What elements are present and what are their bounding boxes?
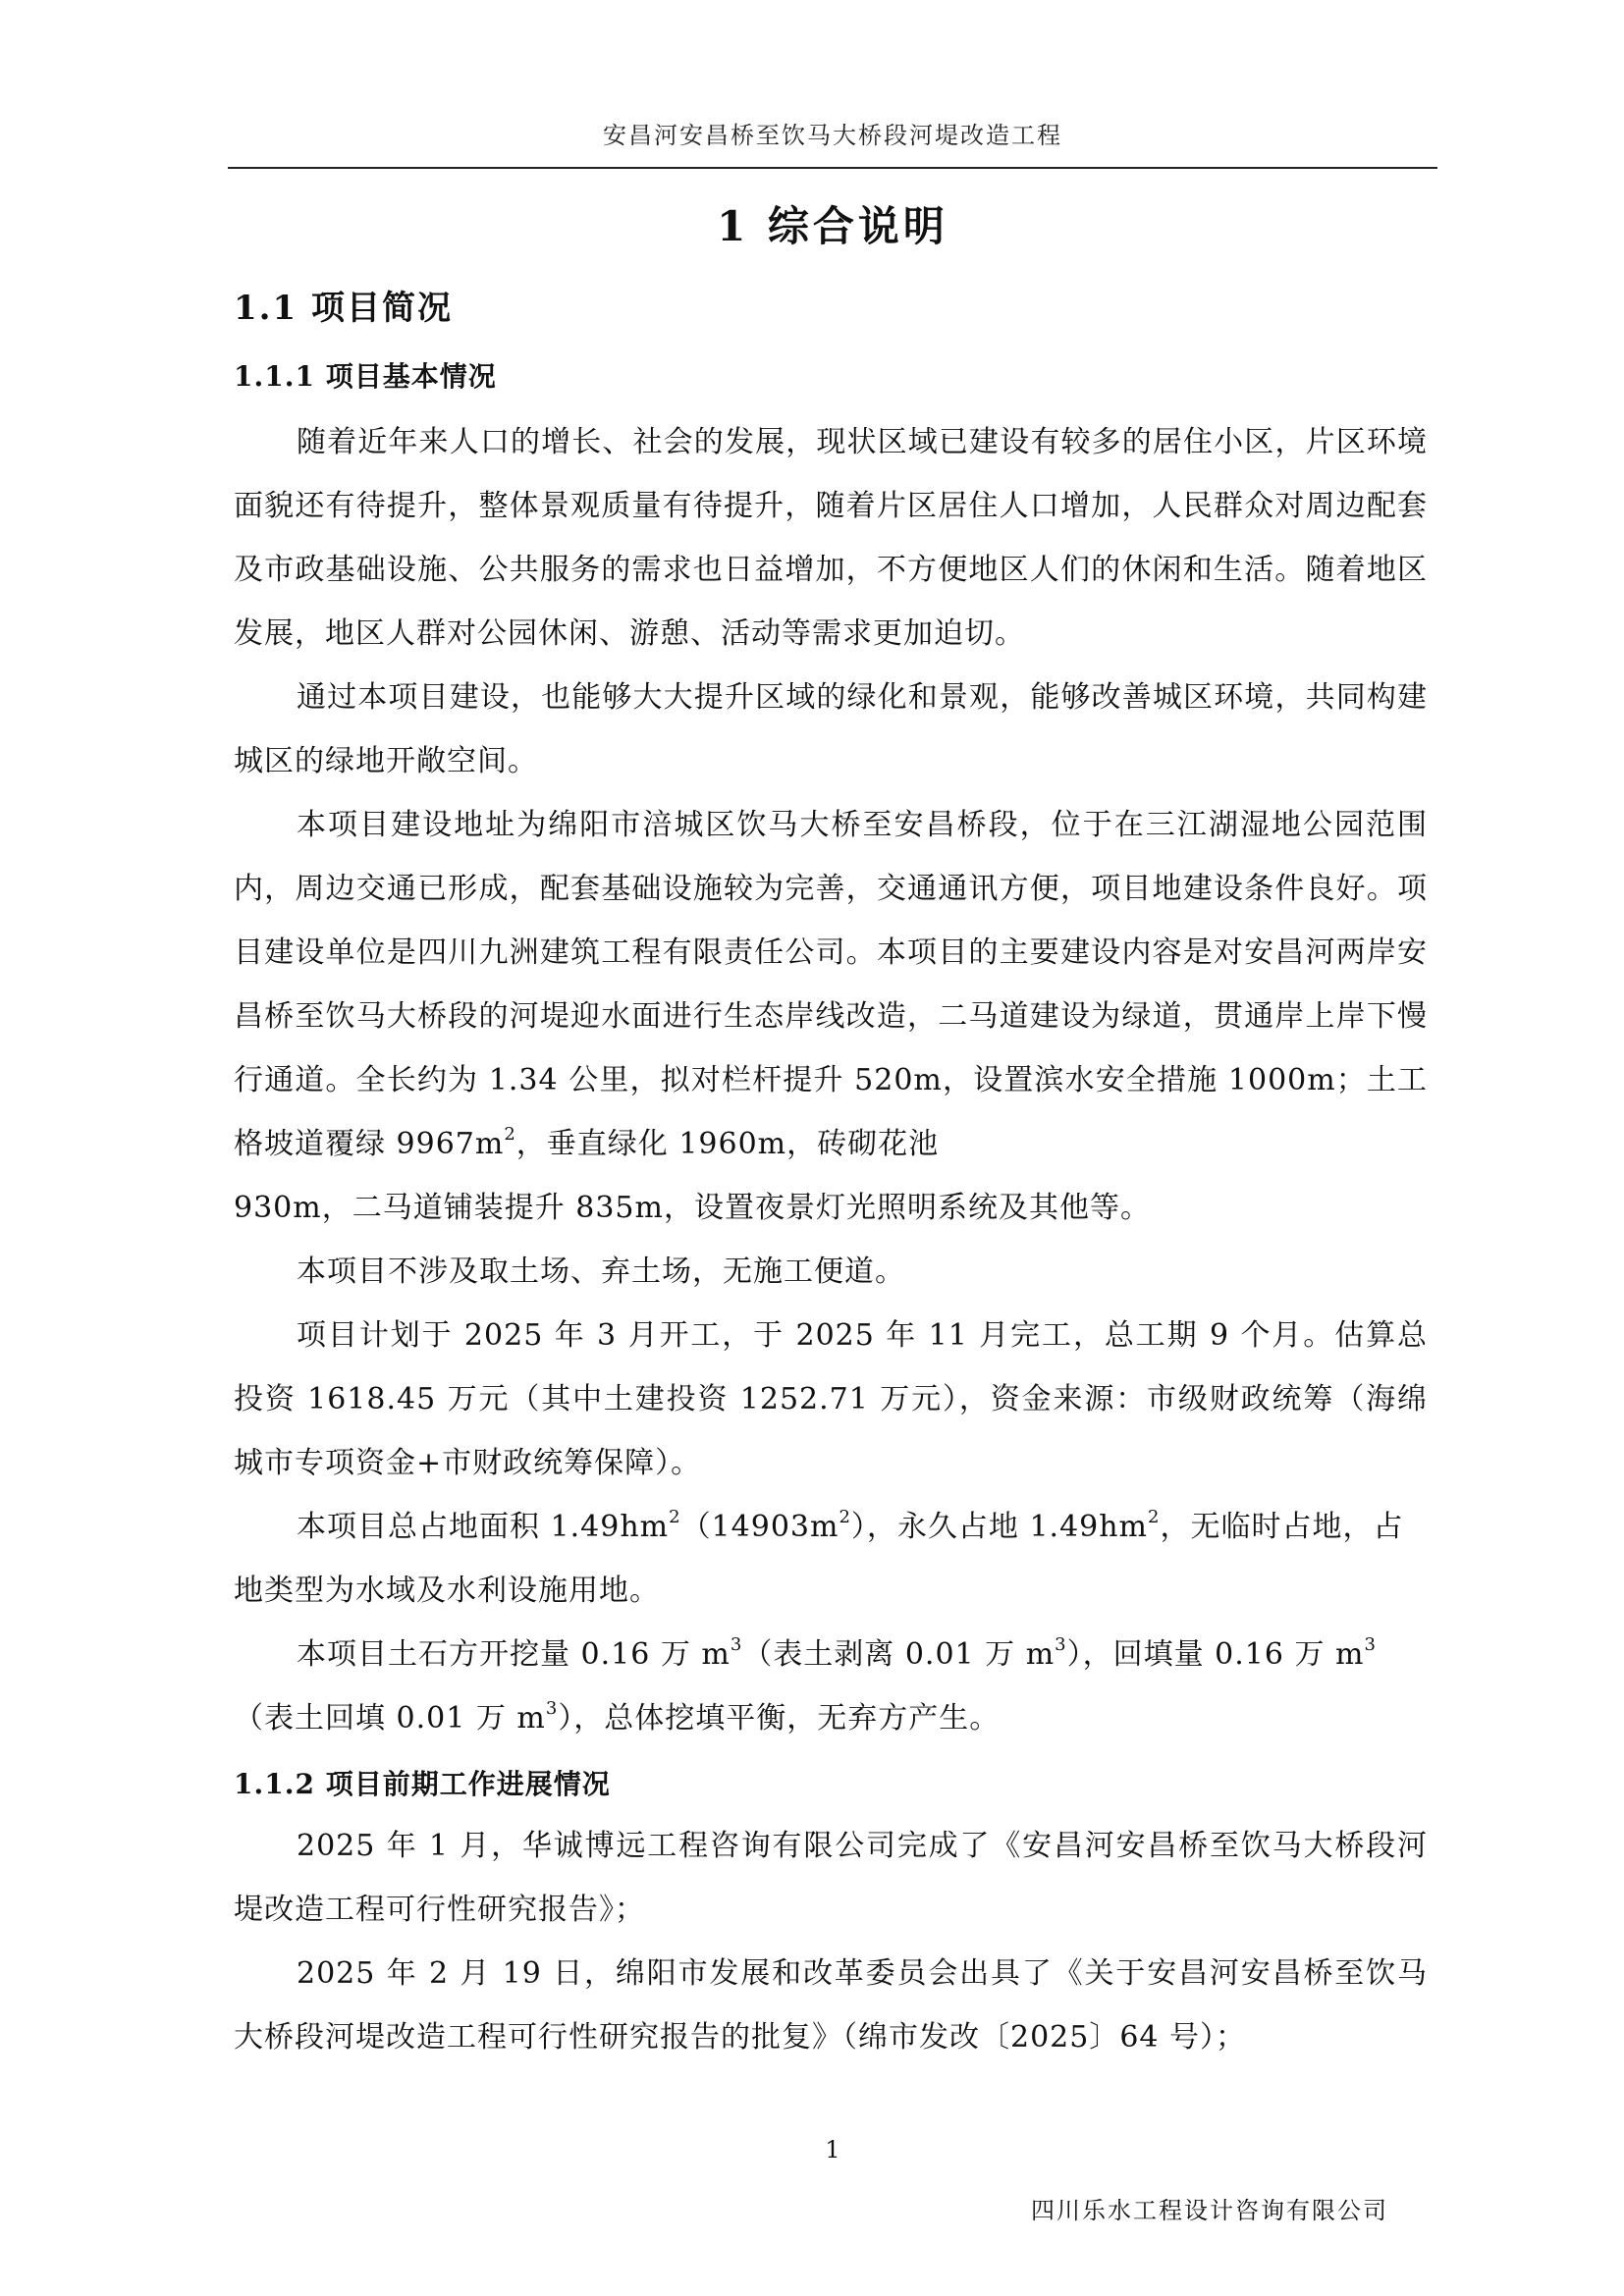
paragraph-2: 通过本项目建设，也能够大大提升区域的绿化和景观，能够改善城区环境，共同构建城区的绿地开敞空间。 <box>234 680 1428 778</box>
text-run: ，无临时占地，占 <box>1160 1510 1404 1544</box>
superscript: 2 <box>1148 1507 1161 1527</box>
text-run: （表土剥离 0.01 万 m <box>742 1637 1056 1672</box>
superscript: 3 <box>1364 1634 1377 1655</box>
section-title: 1.1 项目简况 <box>234 289 453 328</box>
superscript: 2 <box>669 1507 681 1527</box>
text-run: ），永久占地 1.49hm <box>850 1510 1149 1544</box>
header-rule <box>228 167 1437 169</box>
paragraph-8: 2025 年 1 月，华诚博远工程咨询有限公司完成了《安昌河安昌桥至饮马大桥段河堤改造工程可行性研究报告》； <box>234 1829 1428 1927</box>
text-run: ），总体挖填平衡，无弃方产生。 <box>558 1701 1001 1735</box>
paragraph-3-tail: ，垂直绿化 1960m，砖砌花池 <box>515 1127 940 1161</box>
superscript: 2 <box>504 1124 516 1145</box>
paragraph-3-text: 本项目建设地址为绵阳市涪城区饮马大桥至安昌桥段，位于在三江湖湿地公园范围内，周边交通已形成，配套基础设施较为完善，交通通讯方便，项目地建设条件良好。项目建设单位是四川九洲建筑工程有限责任公司。本项目的主要建设内容是对安昌河两岸安昌桥至饮马大桥段的河堤迎水面进行生态岸线改造，二马道建设为绿道，贯通岸上岸下慢行通道。全长约为 1.34 公里，拟对栏杆提升 520m，设置滨水安全措施 1000m；土工格坡道覆绿 9967m <box>234 808 1428 1161</box>
text-run: 本项目土石方开挖量 0.16 万 m <box>297 1637 731 1672</box>
footer-company: 四川乐水工程设计咨询有限公司 <box>1031 2197 1388 2224</box>
paragraph-7-line-1 <box>297 1623 1377 1686</box>
superscript: 3 <box>545 1698 559 1719</box>
paragraph-5: 项目计划于 2025 年 3 月开工，于 2025 年 11 月完工，总工期 9 个月。估算总投资 1618.45 万元（其中土建投资 1252.71 万元），资金来源：市级财政统筹（海绵城市专项资金+市财政统筹保障）。 <box>234 1318 1428 1480</box>
page-number: 1 <box>825 2136 840 2163</box>
text-run: （14903m <box>680 1510 839 1544</box>
paragraph-9: 2025 年 2 月 19 日，绵阳市发展和改革委员会出具了《关于安昌河安昌桥至饮马大桥段河堤改造工程可行性研究报告的批复》（绵市发改〔2025〕64 号）； <box>234 1956 1428 2055</box>
superscript: 3 <box>1055 1634 1067 1655</box>
paragraph-3-last-line: 930m，二马道铺装提升 835m，设置夜景灯光照明系统及其他等。 <box>234 1191 1151 1225</box>
paragraph-6-line-1 <box>297 1495 1403 1559</box>
paragraph-3 <box>234 793 1428 1176</box>
paragraph-4: 本项目不涉及取土场、弃土场，无施工便道。 <box>297 1255 905 1289</box>
superscript: 2 <box>839 1507 851 1527</box>
text-run: 本项目总占地面积 1.49hm <box>297 1510 670 1544</box>
text-run: （表土回填 0.01 万 m <box>234 1701 546 1735</box>
subsection-title-1-1-2: 1.1.2 项目前期工作进展情况 <box>234 1768 611 1800</box>
paragraph-1: 随着近年来人口的增长、社会的发展，现状区域已建设有较多的居住小区，片区环境面貌还有待提升，整体景观质量有待提升，随着片区居住人口增加，人民群众对周边配套及市政基础设施、公共服务的需求也日益增加，不方便地区人们的休闲和生活。随着地区发展，地区人群对公园休闲、游憩、活动等需求更加迫切。 <box>234 425 1428 651</box>
paragraph-6-line-2: 地类型为水域及水利设施用地。 <box>234 1574 660 1608</box>
text-run: ），回填量 0.16 万 m <box>1066 1637 1365 1672</box>
subsection-title-1-1-1: 1.1.1 项目基本情况 <box>234 360 497 393</box>
paragraph-7-line-2 <box>234 1686 1000 1750</box>
running-header: 安昌河安昌桥至饮马大桥段河堤改造工程 <box>603 122 1062 149</box>
chapter-title: 1 综合说明 <box>717 202 948 250</box>
superscript: 3 <box>730 1634 743 1655</box>
